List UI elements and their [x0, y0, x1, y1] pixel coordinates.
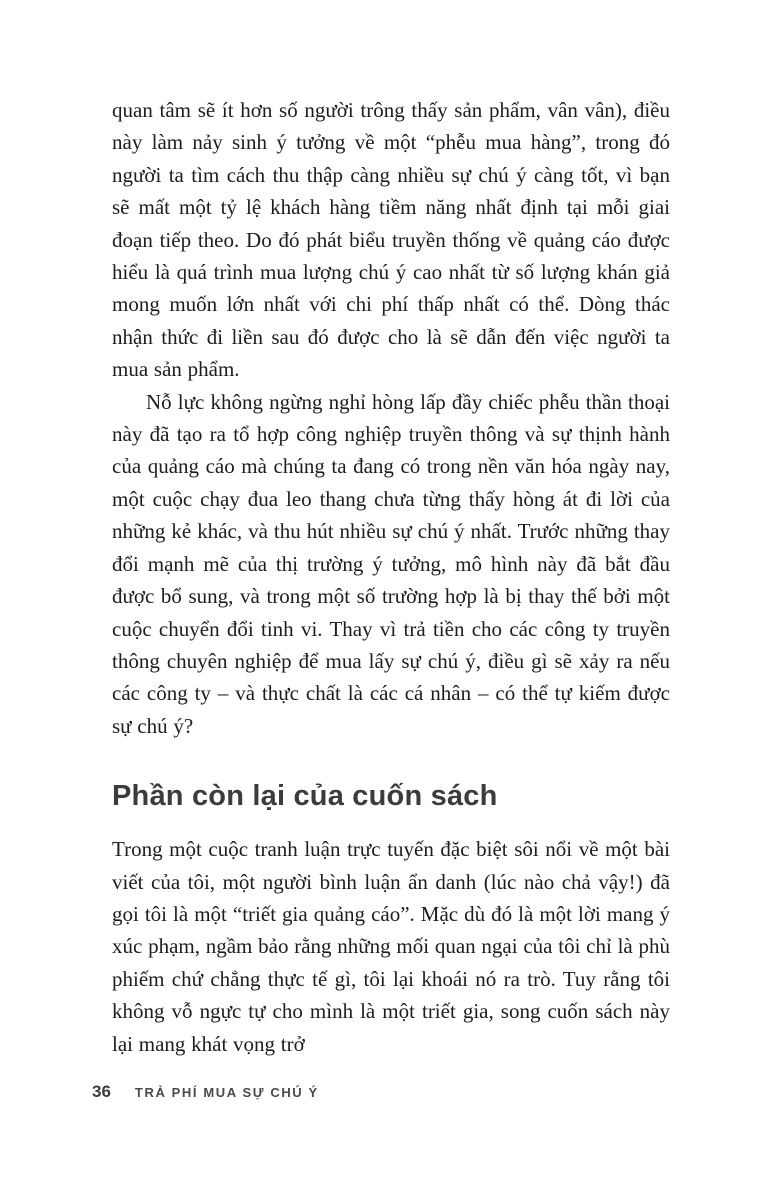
running-title: TRẢ PHÍ MUA SỰ CHÚ Ý: [134, 1085, 319, 1100]
page-footer: [92, 1082, 319, 1102]
page-number: 36: [92, 1082, 111, 1101]
body-paragraph-1: quan tâm sẽ ít hơn số người trông thấy sản phẩm, vân vân), điều này làm nảy sinh ý tưởng về một “phễu mua hàng”, trong đó người ta tìm cách thu thập càng nhiều sự chú ý càng tốt, vì bạn sẽ mất một tỷ lệ khách hàng tiềm năng nhất định tại mỗi giai đoạn tiếp theo. Do đó phát biểu truyền thống về quảng cáo được hiểu là quá trình mua lượng chú ý cao nhất từ số lượng khán giả mong muốn lớn nhất với chi phí thấp nhất có thể. Dòng thác nhận thức đi liền sau đó được cho là sẽ dẫn đến việc người ta mua sản phẩm.: [112, 98, 670, 382]
text-block: [112, 94, 670, 1060]
section-heading: Phần còn lại của cuốn sách: [112, 780, 498, 813]
body-paragraph-3: Trong một cuộc tranh luận trực tuyến đặc biệt sôi nổi về một bài viết của tôi, một người bình luận ẩn danh (lúc nào chả vậy!) đã gọi tôi là một “triết gia quảng cáo”. Mặc dù đó là một lời mang ý xúc phạm, ngầm bảo rằng những mối quan ngại của tôi chỉ là phù phiếm chứ chẳng thực tế gì, tôi lại khoái nó ra trò. Tuy rằng tôi không vỗ ngực tự cho mình là một triết gia, song cuốn sách này lại mang khát vọng trở: [112, 837, 670, 1056]
body-paragraph-2: Nỗ lực không ngừng nghỉ hòng lấp đầy chiếc phễu thần thoại này đã tạo ra tổ hợp công nghiệp truyền thông và sự thịnh hành của quảng cáo mà chúng ta đang có trong nền văn hóa ngày nay, một cuộc chạy đua leo thang chưa từng thấy hòng át đi lời của những kẻ khác, và thu hút nhiều sự chú ý nhất. Trước những thay đổi mạnh mẽ của thị trường ý tưởng, mô hình này đã bắt đầu được bổ sung, và trong một số trường hợp là bị thay thế bởi một cuộc chuyển đổi tinh vi. Thay vì trả tiền cho các công ty truyền thông chuyên nghiệp để mua lấy sự chú ý, điều gì sẽ xảy ra nếu các công ty – và thực chất là các cá nhân – có thể tự kiếm được sự chú ý?: [112, 389, 670, 738]
